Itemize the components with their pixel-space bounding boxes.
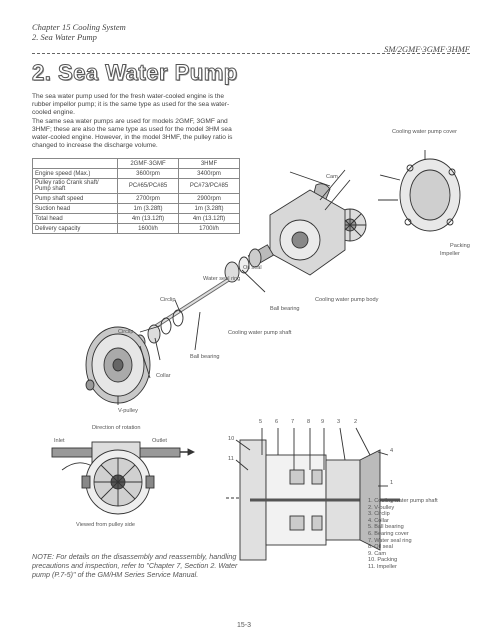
label-cam: Cam [326,174,338,180]
specs-header-col: 2GMF·3GMF [118,159,179,169]
callout-number: 4 [390,448,394,454]
label-viewed-from-pulley-side: Viewed from pulley side [76,522,135,528]
table-cell: Delivery capacity [33,224,118,234]
table-cell: PC#73/PC#85 [179,179,240,194]
table-cell: Engine speed (Max.) [33,169,118,179]
table-cell: 1m (3.28ft) [118,204,179,214]
legend-item: 6. Bearing cover [368,530,409,537]
legend-item: 7. Water seal ring [368,537,412,544]
legend-item: 10. Packing [368,557,398,564]
legend-item: 5. Ball bearing [368,524,404,531]
label-v-pulley: V-pulley [118,408,138,414]
front-view-drawing [52,442,194,514]
specs-header-col: 3HMF [179,159,240,169]
chapter-header: Chapter 15 Cooling System [32,22,126,32]
callout-number: 8 [307,419,311,425]
label-ball-bearing: Ball bearing [190,354,220,360]
label-inlet: Inlet [54,438,65,444]
table-cell: 1m (3.28ft) [179,204,240,214]
label-circlip: Circlip [160,297,176,303]
label-impeller: Impeller [440,251,460,257]
legend-item: 9. Cam [368,550,387,557]
table-cell: 1700l/h [179,224,240,234]
table-cell: 2700rpm [118,194,179,204]
label-collar: Collar [156,373,171,379]
callout-number: 7 [291,419,295,425]
label-outlet: Outlet [152,438,167,444]
label-ball-bearing: Ball bearing [270,306,300,312]
table-cell: Suction head [33,204,118,214]
label-cooling-water-pump-shaft: Cooling water pump shaft [228,330,292,336]
nut-drawing [86,380,94,390]
callout-number: 6 [275,419,279,425]
table-cell: Total head [33,214,118,224]
callout-number: 5 [259,419,263,425]
parts-legend [368,498,438,571]
callout-number: 1 [390,480,394,486]
table-cell: 1600l/h [118,224,179,234]
callout-number: 11 [228,456,234,462]
table-cell: 4m (13.12ft) [179,214,240,224]
label-oil-seal: Oil seal [243,265,262,271]
label-circlip: Circlip [118,329,134,335]
intro-paragraph-2: The same sea water pumps are used for models 2GMF, 3GMF and 3HMF; these are also the same type as used for the model 3HM sea water-cooled engine. However, in the model 3HMF, the pulley ratio is changed to increase the discharge volume. [32,117,233,150]
table-cell: 3600rpm [118,169,179,179]
legend-item: 11. Impeller [368,563,397,570]
pump-body-drawing [248,170,350,275]
pump-cover-drawing [378,159,460,231]
table-cell: Pulley ratio Crank shaft/ Pump shaft [33,179,118,194]
callout-number: 3 [337,419,341,425]
table-cell: 2900rpm [179,194,240,204]
label-water-seal-ring: Water seal ring [203,276,241,282]
model-header: SM/2GMF·3GMF·3HMF [384,44,470,54]
table-cell: PC#65/PC#85 [118,179,179,194]
legend-item: 4. Collar [368,517,389,524]
legend-item: 1. Cooling water pump shaft [368,498,438,504]
label-packing: Packing [450,243,470,249]
callout-number: 9 [321,419,325,425]
label-direction-of-rotation: Direction of rotation [92,425,141,431]
page-number: 15-3 [236,622,251,629]
legend-item: 3. Circlip [368,511,390,518]
v-pulley-drawing [86,327,150,403]
page-title: 2. Sea Water Pump [32,60,238,85]
section-header: 2. Sea Water Pump [32,32,97,42]
label-cooling-water-pump-cover: Cooling water pump cover [392,129,457,135]
intro-paragraph-1: The sea water pump used for the fresh water-cooled engine is the rubber impellor pump; it is the same type as used for the sea water-cooled engine. [32,93,230,117]
table-cell: 3400rpm [179,169,240,179]
label-cooling-water-pump-body: Cooling water pump body [315,297,379,303]
legend-item: 2. V-pulley [368,504,395,511]
table-cell: Pump shaft speed [33,194,118,204]
callout-number: 2 [354,419,358,425]
callout-number: 10 [228,436,235,442]
legend-item: 8. Oil seal [368,544,393,551]
table-cell: 4m (13.12ft) [118,214,179,224]
note-text: NOTE: For details on the disassembly and reassembly, handling precautions and inspection, refer to "Chapter 7, Section 2. Water pump (P.7-5)" of the GM/HM Series Service Manual. [32,552,238,579]
